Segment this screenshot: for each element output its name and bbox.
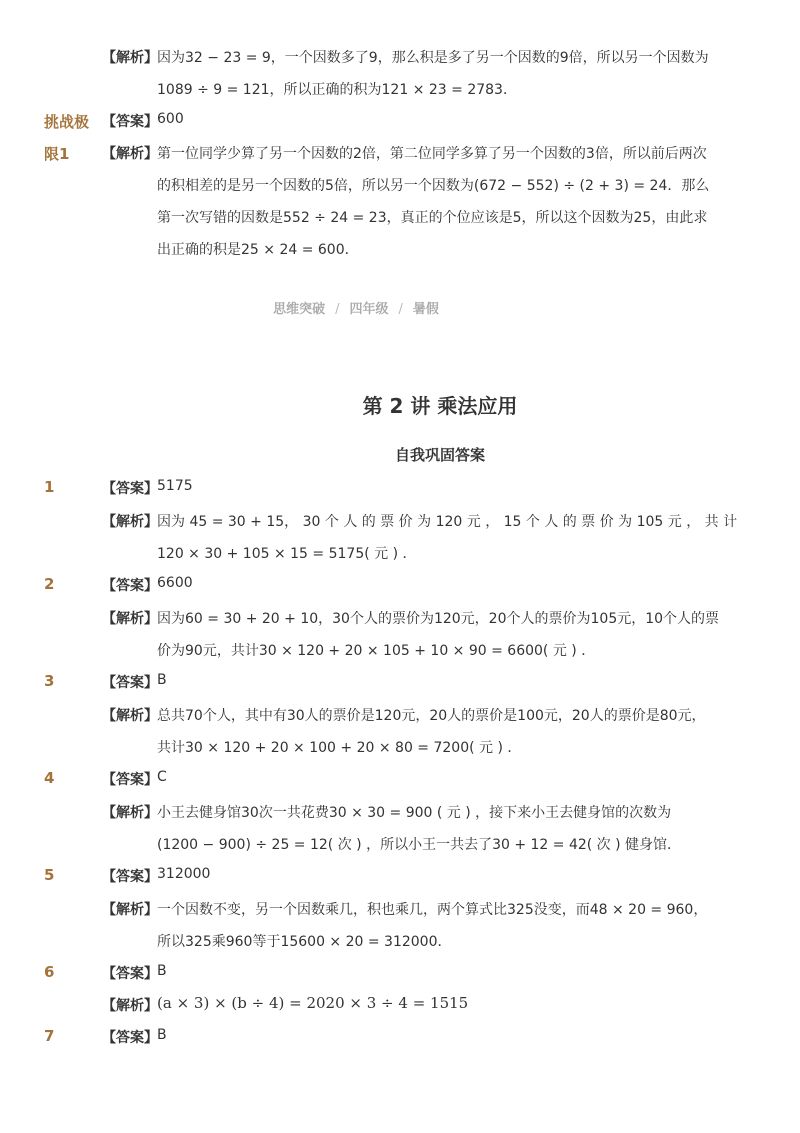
explain-1-line-2: 120 × 30 + 105 × 15 = 5175( 元 ) ． [157, 546, 417, 562]
challenge-explain-tag: 【解析】 [102, 146, 158, 162]
answer-5: 312000 [157, 866, 211, 882]
footer-sep-2: / [398, 302, 403, 317]
explain-6-line-1: (a × 3) × (b ÷ 4) = 2020 × 3 ÷ 4 = 1515 [157, 994, 469, 1012]
answer-3: B [157, 672, 167, 688]
answer-4: C [157, 769, 167, 785]
challenge-answer-tag: 【答案】 [102, 114, 158, 130]
answer-tag-5: 【答案】 [102, 869, 158, 885]
footer-grade: 四年级 [349, 302, 389, 317]
answer-1: 5175 [157, 478, 193, 494]
prev-explain-tag: 【解析】 [102, 50, 158, 66]
explain-2-line-1: 因为60 = 30 + 20 + 10，30个人的票价为120元，20个人的票价为105元，10个人的票 [157, 611, 720, 627]
section-title: 自我巩固答案 [394, 446, 485, 464]
answer-tag-7: 【答案】 [102, 1030, 158, 1046]
lecture-title: 第 2 讲 乘法应用 [362, 394, 518, 418]
explain-3-line-1: 总共70个人，其中有30人的票价是120元，20人的票价是100元，20人的票价是80元， [157, 708, 706, 724]
explain-4-line-1: 小王去健身馆30次一共花费30 × 30 = 900 ( 元 ) ，接下来小王去健身馆的次数为 [157, 805, 672, 821]
explain-tag-4: 【解析】 [102, 805, 158, 821]
explain-tag-3: 【解析】 [102, 708, 158, 724]
item-number-2: 2 [44, 575, 55, 593]
explain-4-line-2: (1200 − 900) ÷ 25 = 12( 次 ) ，所以小王一共去了30 + 12 = 42( 次 ) 健身馆． [157, 837, 682, 853]
item-number-1: 1 [44, 478, 55, 496]
answer-2: 6600 [157, 575, 193, 591]
item-number-3: 3 [44, 672, 55, 690]
challenge-explain-line-1: 第一位同学少算了另一个因数的2倍，第二位同学多算了另一个因数的3倍，所以前后两次 [157, 146, 707, 162]
item-number-7: 7 [44, 1027, 55, 1045]
explain-tag-5: 【解析】 [102, 902, 158, 918]
page-footer [0, 298, 712, 317]
item-number-5: 5 [44, 866, 55, 884]
item-number-6: 6 [44, 963, 55, 981]
explain-5-line-2: 所以325乘960等于15600 × 20 = 312000． [157, 934, 452, 950]
prev-explain-line-2: 1089 ÷ 9 = 121，所以正确的积为121 × 23 = 2783． [157, 82, 517, 98]
challenge-label: 挑战极 [44, 113, 90, 131]
answer-tag-1: 【答案】 [102, 481, 158, 497]
footer-series: 思维突破 [273, 302, 326, 317]
challenge-explain-line-4: 出正确的积是25 × 24 = 600． [157, 242, 359, 258]
prev-explain-line-1: 因为32 − 23 = 9，一个因数多了9，那么积是多了另一个因数的9倍，所以另一个因数为 [157, 50, 709, 66]
explain-tag-1: 【解析】 [102, 514, 158, 530]
explain-3-line-2: 共计30 × 120 + 20 × 100 + 20 × 80 = 7200( 元 ) ． [157, 740, 522, 756]
item-number-4: 4 [44, 769, 55, 787]
answer-tag-6: 【答案】 [102, 966, 158, 982]
explain-tag-2: 【解析】 [102, 611, 158, 627]
explain-2-line-2: 价为90元，共计30 × 120 + 20 × 105 + 10 × 90 = 6600( 元 ) ． [157, 643, 596, 659]
challenge-label-2: 限1 [44, 145, 70, 163]
challenge-answer: 600 [157, 111, 184, 127]
explain-5-line-1: 一个因数不变，另一个因数乘几，积也乘几，两个算式比325没变，而48 × 20 = 960， [157, 902, 708, 918]
explain-tag-6: 【解析】 [102, 998, 158, 1014]
answer-tag-3: 【答案】 [102, 675, 158, 691]
challenge-explain-line-3: 第一次写错的因数是552 ÷ 24 = 23，真正的个位应该是5，所以这个因数为25，由此求 [157, 210, 708, 226]
answer-7: B [157, 1027, 167, 1043]
answer-6: B [157, 963, 167, 979]
explain-1-line-1: 因为 45 = 30 + 15， 30 个 人 的 票 价 为 120 元 ， 15 个 人 的 票 价 为 105 元 ， 共 计 [157, 514, 738, 530]
footer-term: 暑假 [412, 302, 439, 317]
answer-tag-2: 【答案】 [102, 578, 158, 594]
answer-tag-4: 【答案】 [102, 772, 158, 788]
footer-sep-1: / [335, 302, 340, 317]
challenge-explain-line-2: 的积相差的是另一个因数的5倍，所以另一个因数为(672 − 552) ÷ (2 + 3) = 24．那么 [157, 178, 710, 194]
